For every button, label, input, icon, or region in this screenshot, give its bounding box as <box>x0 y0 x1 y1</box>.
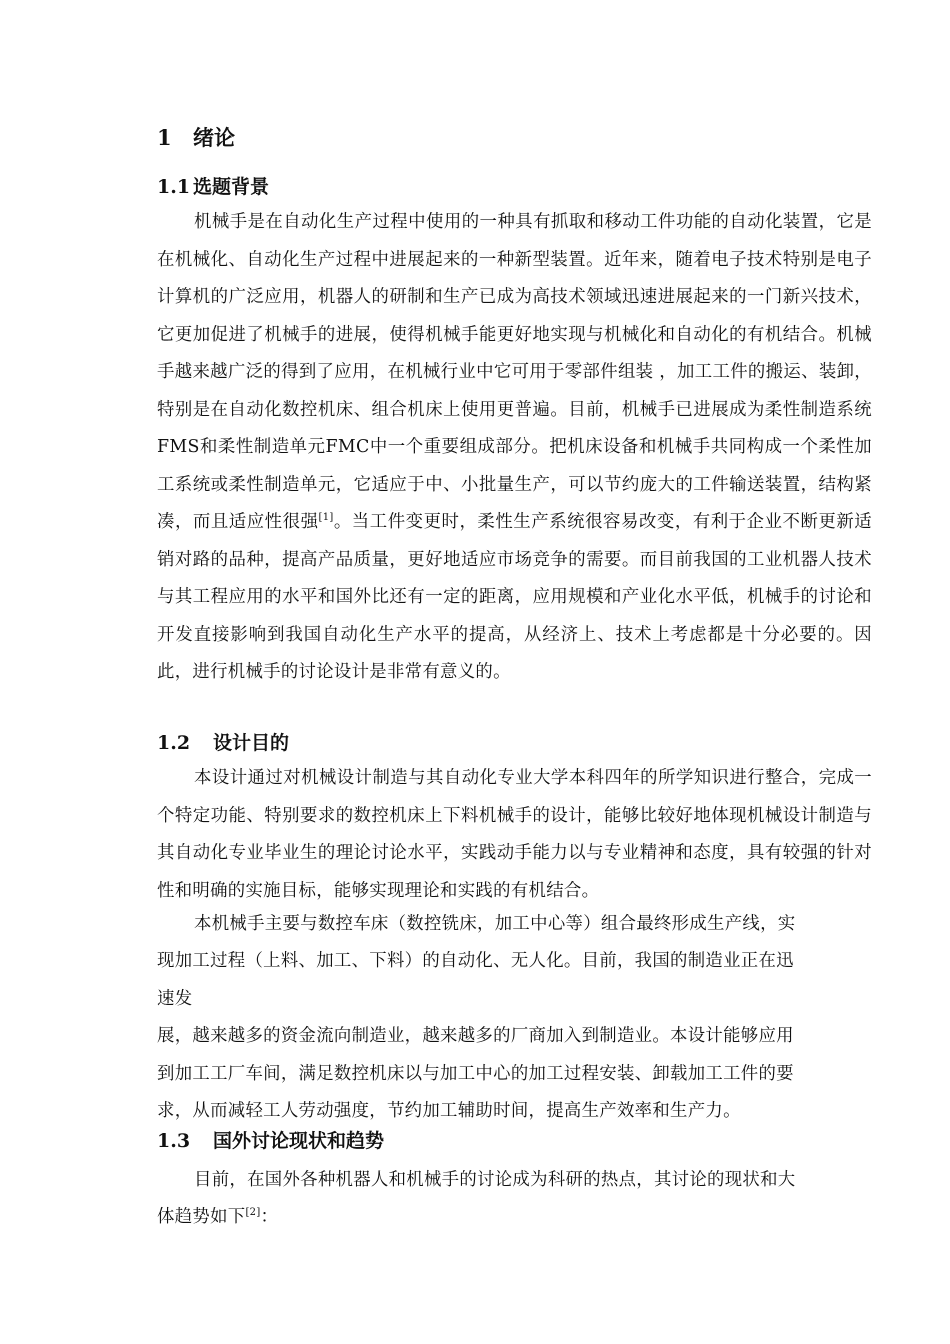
citation-ref: [1] <box>318 512 334 523</box>
paragraph-line: 速发 <box>157 989 193 1009</box>
paragraph-text: ： <box>260 1207 279 1227</box>
section-number: 1.2 <box>157 732 191 754</box>
paragraph-text: 体趋势如下 <box>157 1207 246 1227</box>
section-heading-1-1 <box>157 172 269 202</box>
paragraph-text: 。当工件变更时，柔性生产系统很容易改变，有利于企业不断更新适销对路的品种，提高产品质量，更好地适应市场竞争的需要。而目前我国的工业机器人技术与其工程应用的水平和国外比还有一定的距离，应用规模和产业化水平低，机械手的讨论和开发直接影响到我国自动化生产水平的提高，从经济上、技术上考虑都是十分必要的。因此，进行机械手的讨论设计是非常有意义的。 <box>157 512 872 682</box>
paragraph-line: 现加工过程（上料、加工、下料）的自动化、无人化。目前，我国的制造业正在迅 <box>157 951 794 971</box>
paragraph-text: 机械手是在自动化生产过程中使用的一种具有抓取和移动工件功能的自动化装置，它是在机械化、自动化生产过程中进展起来的一种新型装置。近年来，随着电子技术特别是电子计算机的广泛应用，机器人的研制和生产已成为高技术领域迅速进展起来的一门新兴技术，它更加促进了机械手的进展，使得机械手能更好地实现与机械化和自动化的有机结合。机械手越来越广泛的得到了应用，在机械行业中它可用于零部件组装 ，加工工件的搬运、装卸，特别是在自动化数控机床、组合机床上使用更普遍。目前，机械手已进展成为柔性制造系统FMS和柔性制造单元FMC中一个重要组成部分。把机床设备和机械手共同构成一个柔性加工系统或柔性制造单元，它适应于中、小批量生产，可以节约庞大的工件输送装置，结构紧凑，而且适应性很强 <box>157 212 872 532</box>
chapter-title: 绪论 <box>193 125 235 150</box>
section-heading-1-3 <box>157 1126 384 1156</box>
section-title: 选题背景 <box>193 176 270 198</box>
paragraph-line: 到加工工厂车间，满足数控机床以与加工中心的加工过程安装、卸载加工工件的要 <box>157 1064 794 1084</box>
section-heading-1-2 <box>157 728 289 758</box>
chapter-heading <box>157 122 235 154</box>
paragraph-purpose: 本设计通过对机械设计制造与其自动化专业大学本科四年的所学知识进行整合，完成一个特定功能、特别要求的数控机床上下料机械手的设计，能够比较好地体现机械设计制造与其自动化专业毕业生的理论讨论水平，实践动手能力以与专业精神和态度，具有较强的针对性和明确的实施目标，能够实现理论和实践的有机结合。 <box>157 768 872 901</box>
paragraph-line: 本机械手主要与数控车床（数控铣床，加工中心等）组合最终形成生产线，实 <box>194 914 796 934</box>
paragraph-line: 求，从而减轻工人劳动强度，节约加工辅助时间，提高生产效率和生产力。 <box>157 1101 741 1121</box>
section-number: 1.1 <box>157 176 191 198</box>
citation-ref: [2] <box>245 1207 261 1218</box>
paragraph-line: 目前，在国外各种机器人和机械手的讨论成为科研的热点，其讨论的现状和大 <box>194 1170 796 1190</box>
chapter-number: 1 <box>157 125 172 150</box>
paragraph-line: 展，越来越多的资金流向制造业，越来越多的厂商加入到制造业。本设计能够应用 <box>157 1026 794 1046</box>
section-number: 1.3 <box>157 1130 191 1152</box>
section-title: 设计目的 <box>213 732 290 754</box>
paragraph-line <box>157 1199 278 1237</box>
section-title: 国外讨论现状和趋势 <box>213 1130 385 1152</box>
paragraph-background <box>157 204 872 692</box>
